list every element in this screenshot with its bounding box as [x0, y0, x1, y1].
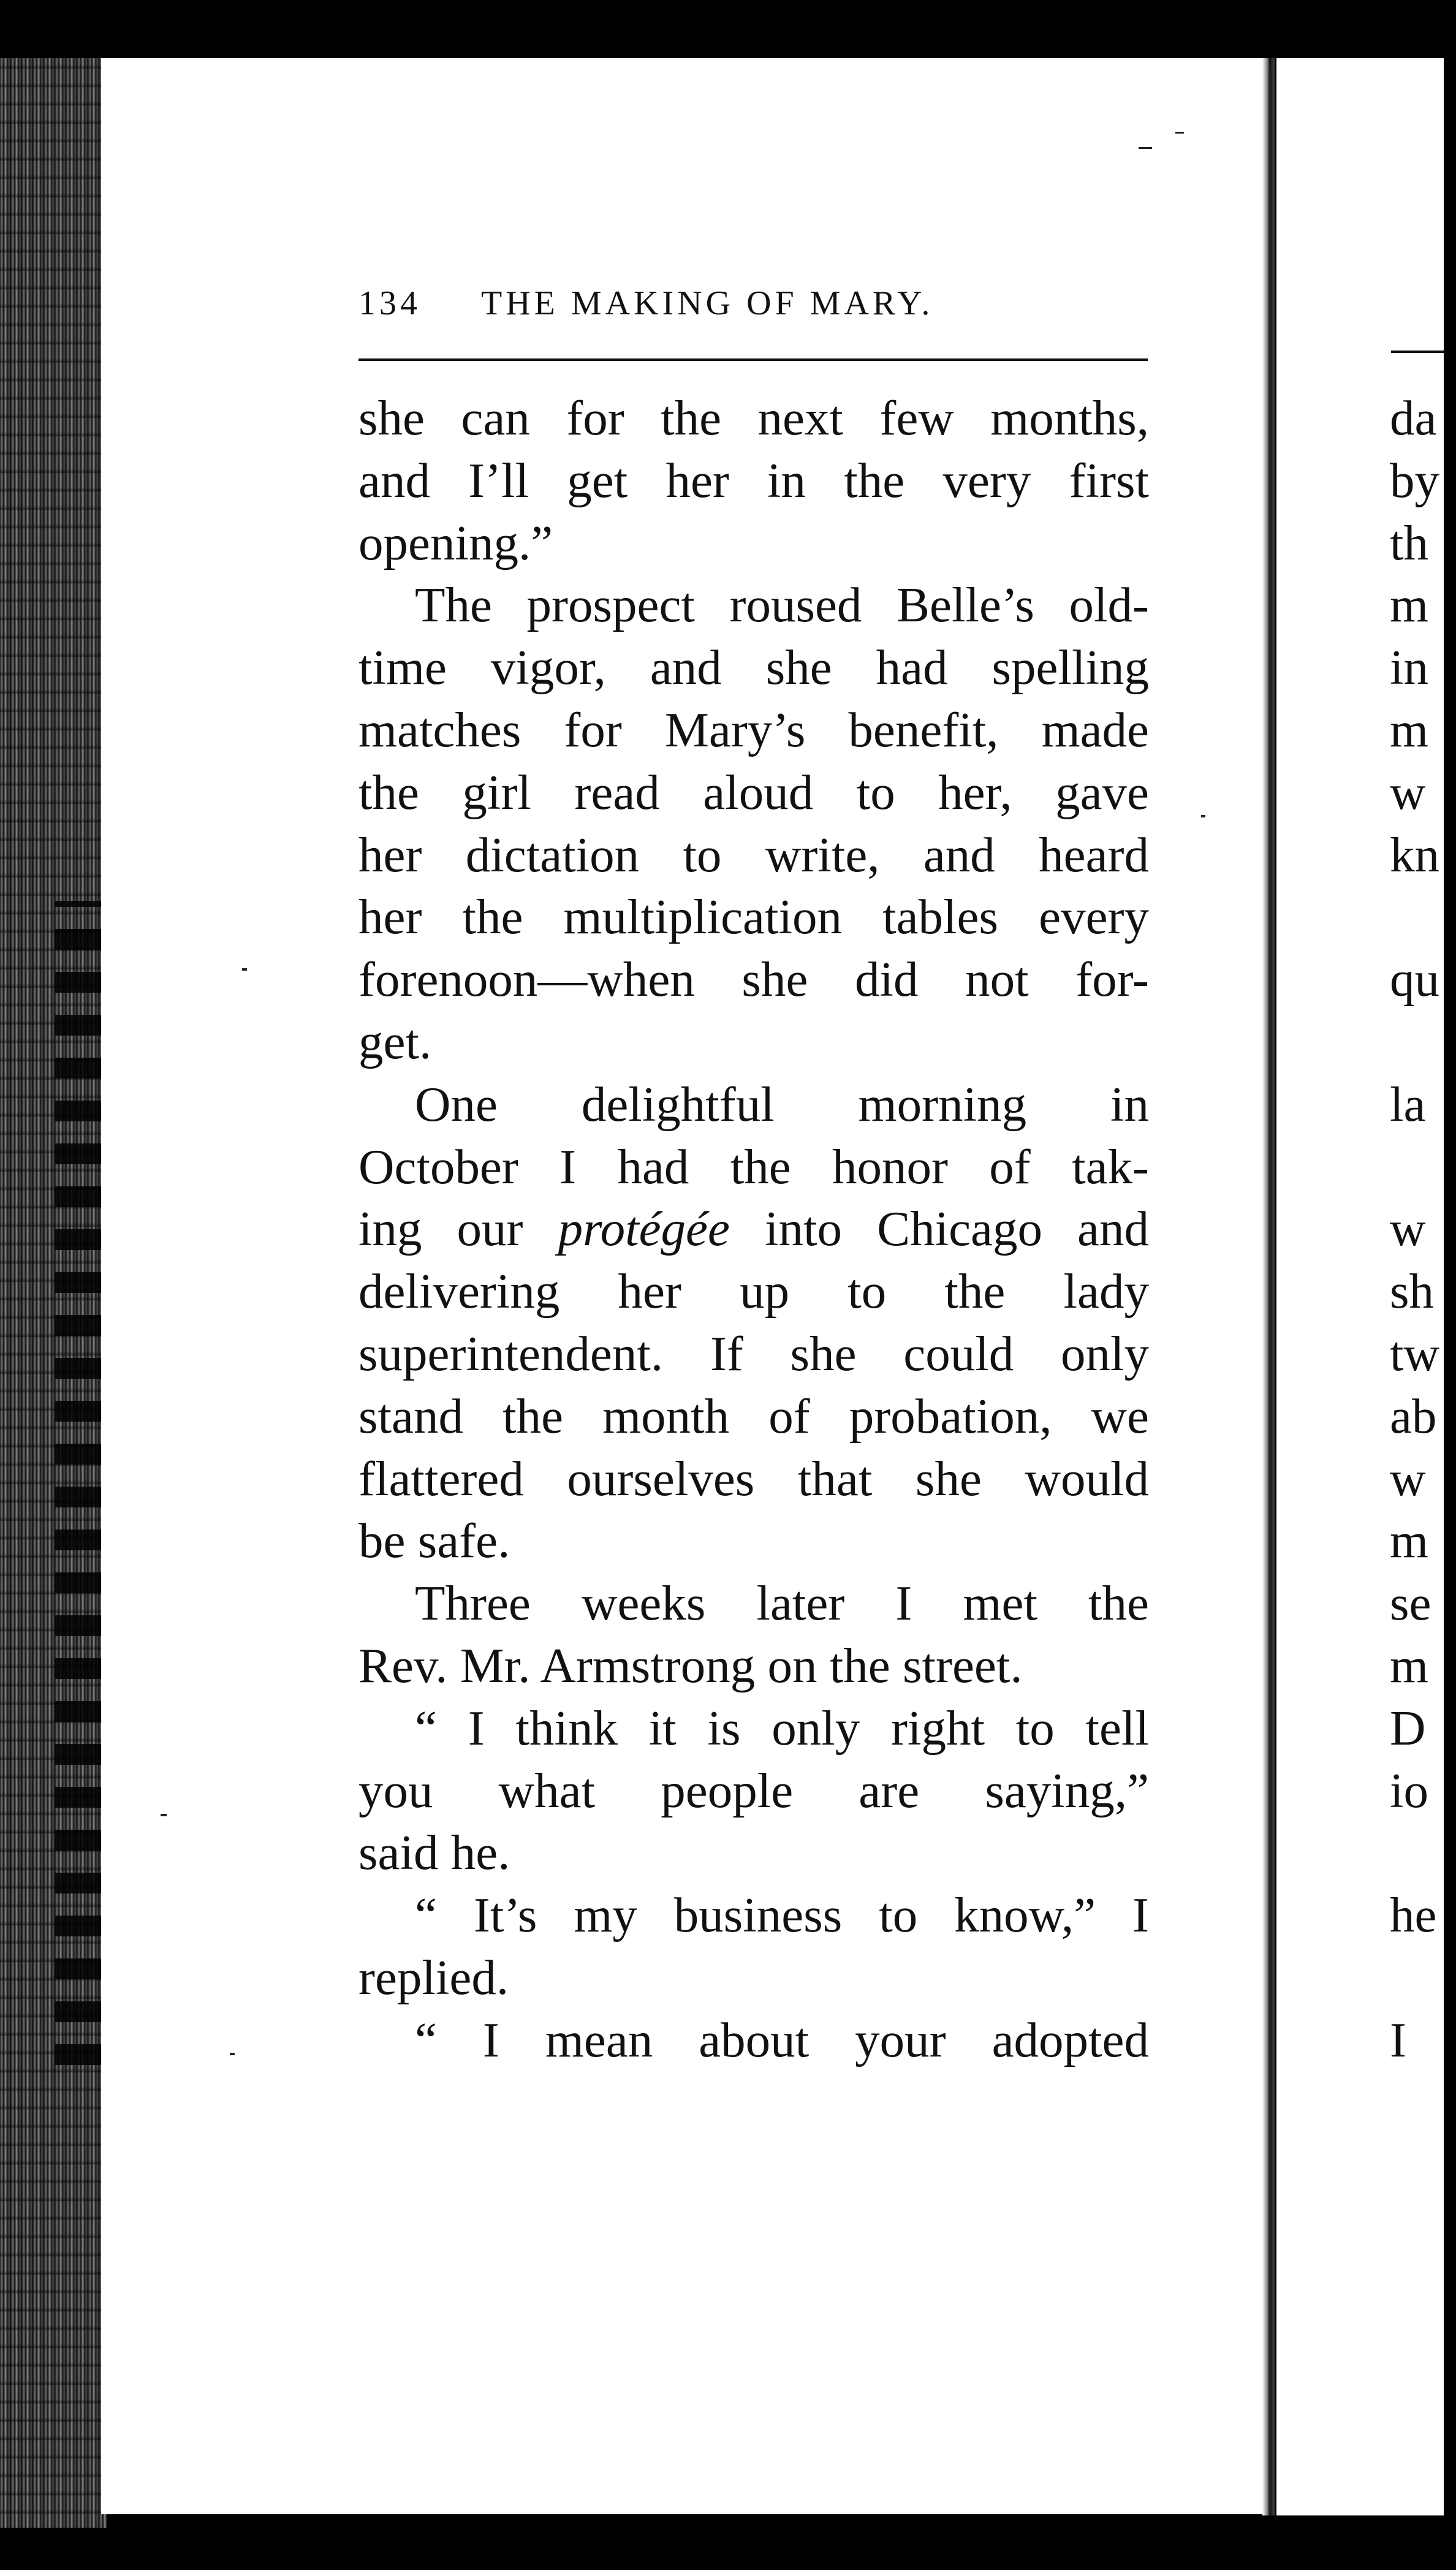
text-line: Rev. Mr. Armstrong on the street.: [358, 1638, 1023, 1693]
text-line: opening.”: [358, 515, 553, 570]
facing-line-fragment: I: [1390, 2012, 1406, 2068]
text-line: “ I mean about your adopted: [415, 2012, 1149, 2068]
text-line: delivering her up to the lady: [358, 1264, 1149, 1319]
running-head: [358, 284, 1149, 333]
facing-line-fragment: io: [1390, 1763, 1429, 1818]
facing-line-fragment: m: [1390, 1638, 1429, 1693]
scan-speck: [1175, 132, 1184, 134]
scan-speck: [242, 968, 247, 971]
gutter: [1262, 58, 1275, 2515]
text-line: The prospect roused Belle’s old-: [415, 577, 1149, 632]
text-line: October I had the honor of tak-: [358, 1139, 1149, 1194]
text-line: get.: [358, 1014, 432, 1069]
facing-line-fragment: w: [1390, 765, 1426, 820]
text-line: be safe.: [358, 1513, 510, 1568]
gutter-line: [1269, 67, 1272, 2512]
text-line: her dictation to write, and heard: [358, 827, 1149, 882]
facing-line-fragment: he: [1390, 1887, 1437, 1943]
facing-line-fragment: w: [1390, 1201, 1426, 1256]
facing-line-fragment: da: [1390, 390, 1437, 445]
facing-line-fragment: tw: [1390, 1326, 1439, 1381]
facing-line-fragment: m: [1390, 702, 1429, 757]
facing-line-fragment: m: [1390, 1513, 1429, 1568]
text-line: the girl read aloud to her, gave: [358, 765, 1149, 820]
facing-line-fragment: th: [1390, 515, 1429, 570]
facing-line-fragment: by: [1390, 453, 1439, 508]
italic-word: protégée: [558, 1201, 730, 1256]
facing-line-fragment: la: [1390, 1077, 1426, 1132]
text-line: forenoon—when she did not for-: [358, 952, 1149, 1007]
text-line: “ It’s my business to know,” I: [415, 1887, 1149, 1943]
text-line: “ I think it is only right to tell: [415, 1700, 1149, 1756]
facing-line-fragment: ab: [1390, 1389, 1437, 1444]
text-line: and I’ll get her in the very first: [358, 453, 1149, 508]
text-line: said he.: [358, 1825, 510, 1880]
binding-marks: [55, 901, 104, 2065]
facing-line-fragment: w: [1390, 1451, 1426, 1506]
facing-line-fragment: D: [1390, 1700, 1426, 1756]
text-line: Three weeks later I met the: [415, 1575, 1149, 1631]
text-line: superintendent. If she could only: [358, 1326, 1149, 1381]
text-line: matches for Mary’s benefit, made: [358, 702, 1149, 757]
text-line: One delightful morning in: [415, 1077, 1149, 1132]
text-line: stand the month of probation, we: [358, 1389, 1149, 1444]
facing-line-fragment: in: [1390, 640, 1429, 695]
text-line: she can for the next few months,: [358, 390, 1149, 445]
scan-speck: [230, 2053, 235, 2055]
text-line: her the multiplication tables every: [358, 889, 1149, 944]
scan-speck: [1139, 147, 1152, 149]
facing-line-fragment: kn: [1390, 827, 1439, 882]
facing-line-fragment: m: [1390, 577, 1429, 632]
scan-speck: [161, 1814, 167, 1816]
header-rule: [358, 358, 1148, 361]
scan-speck: [1201, 815, 1205, 817]
text-line: you what people are saying,”: [358, 1763, 1149, 1818]
text-line: time vigor, and she had spelling: [358, 640, 1149, 695]
text-line: ing our protégée into Chicago and: [358, 1201, 1149, 1256]
facing-line-fragment: se: [1390, 1575, 1431, 1631]
text-line: replied.: [358, 1950, 509, 2005]
facing-line-fragment: qu: [1390, 952, 1439, 1007]
facing-page-header-rule: [1391, 351, 1444, 353]
running-head-title: THE MAKING OF MARY.: [481, 284, 934, 322]
facing-line-fragment: sh: [1390, 1264, 1435, 1319]
page-number: 134: [358, 284, 421, 322]
text-line: flattered ourselves that she would: [358, 1451, 1149, 1506]
